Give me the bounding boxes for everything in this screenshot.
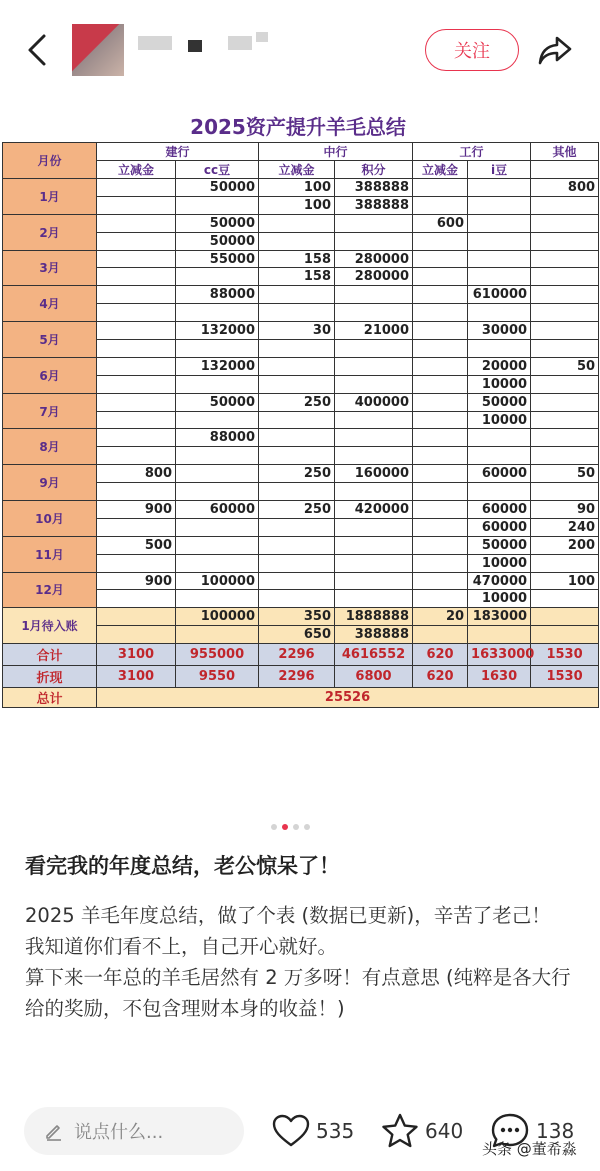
table-cell: 88000: [176, 286, 259, 304]
table-cell: [97, 304, 176, 322]
table-cell: [176, 447, 259, 465]
table-cell: 50: [531, 357, 599, 375]
table-cell: [335, 518, 413, 536]
table-cell: 50000: [176, 393, 259, 411]
carousel-dot[interactable]: [282, 824, 288, 830]
month-label: 9月: [3, 465, 97, 501]
table-row: [3, 501, 599, 519]
table-cell: 1888888: [335, 608, 413, 626]
table-cell: [413, 375, 468, 393]
table-cell: 158: [259, 268, 335, 286]
table-cell: [259, 411, 335, 429]
table-cell: 160000: [335, 465, 413, 483]
table-cell: 10000: [468, 554, 531, 572]
table-cell: [413, 572, 468, 590]
table-cell: [335, 429, 413, 447]
month-label: 8月: [3, 429, 97, 465]
table-cell: [335, 572, 413, 590]
table-cell: [335, 375, 413, 393]
table-row: [3, 357, 599, 375]
table-cell: 280000: [335, 268, 413, 286]
table-cell: [259, 554, 335, 572]
table-cell: [413, 465, 468, 483]
table-row: [3, 179, 599, 197]
table-cell: 50000: [468, 393, 531, 411]
table-cell: [531, 286, 599, 304]
table-cell: [97, 411, 176, 429]
like-button[interactable]: [272, 1108, 354, 1154]
table-cell: [97, 626, 176, 644]
table-cell: [468, 429, 531, 447]
table-cell: 900: [97, 572, 176, 590]
total-value: 25526: [97, 688, 599, 708]
table-cell: [176, 554, 259, 572]
month-header: 月份: [3, 143, 97, 179]
table-cell: 90: [531, 501, 599, 519]
table-cell: 2296: [259, 666, 335, 688]
table-cell: [97, 357, 176, 375]
table-cell: 4616552: [335, 644, 413, 666]
table-cell: [335, 340, 413, 358]
table-cell: [259, 375, 335, 393]
post-paragraph: 2025 羊毛年度总结，做了个表 (数据已更新)，辛苦了老己！: [25, 904, 551, 927]
table-cell: [259, 572, 335, 590]
table-cell: 350: [259, 608, 335, 626]
username-blurred: [256, 32, 268, 42]
bank-header: 工行: [413, 143, 531, 161]
username-blurred: [188, 40, 202, 52]
bank-header-row: [3, 143, 599, 161]
table-cell: [468, 232, 531, 250]
table-cell: 400000: [335, 393, 413, 411]
table-cell: [468, 304, 531, 322]
table-cell: [259, 214, 335, 232]
carousel-indicator: [271, 824, 310, 830]
table-cell: [531, 393, 599, 411]
comment-count: 138: [536, 1119, 575, 1143]
table-cell: [335, 447, 413, 465]
table-cell: [531, 554, 599, 572]
table-cell: [531, 232, 599, 250]
table-cell: 20000: [468, 357, 531, 375]
comment-placeholder: 说点什么...: [74, 1122, 164, 1143]
table-cell: [259, 483, 335, 501]
table-cell: [413, 411, 468, 429]
table-cell: 388888: [335, 179, 413, 197]
table-cell: 10000: [468, 590, 531, 608]
table-cell: [97, 375, 176, 393]
table-cell: [468, 250, 531, 268]
table-cell: [259, 286, 335, 304]
table-cell: 10000: [468, 411, 531, 429]
table-cell: 100000: [176, 608, 259, 626]
table-cell: [97, 608, 176, 626]
table-cell: [259, 536, 335, 554]
sheet-title: 2025资产提升羊毛总结: [190, 115, 406, 139]
table-cell: [413, 340, 468, 358]
table-cell: [335, 536, 413, 554]
table-cell: [413, 322, 468, 340]
avatar[interactable]: [72, 24, 124, 76]
like-count: 535: [316, 1119, 355, 1143]
table-cell: [413, 536, 468, 554]
table-cell: 280000: [335, 250, 413, 268]
table-cell: [97, 196, 176, 214]
table-cell: 60000: [468, 501, 531, 519]
table-cell: [413, 232, 468, 250]
table-cell: [413, 501, 468, 519]
star-icon: [381, 1113, 419, 1149]
table-cell: 250: [259, 501, 335, 519]
table-cell: [97, 286, 176, 304]
table-cell: 50000: [176, 214, 259, 232]
row-label: 折现: [3, 666, 97, 688]
table-cell: [531, 196, 599, 214]
month-label: 3月: [3, 250, 97, 286]
table-cell: 1630: [468, 666, 531, 688]
table-cell: [413, 393, 468, 411]
table-cell: 240: [531, 518, 599, 536]
summary-table: [2, 142, 599, 708]
table-cell: [176, 590, 259, 608]
table-cell: 420000: [335, 501, 413, 519]
username-blurred: [228, 36, 252, 50]
table-cell: [468, 483, 531, 501]
table-cell: [531, 411, 599, 429]
table-cell: 800: [531, 179, 599, 197]
post-paragraph: 算下来一年总的羊毛居然有 2 万多呀！有点意思 (纯粹是各大行给的奖励，不包含理财本身的收益！): [25, 966, 571, 1020]
table-cell: 100000: [176, 572, 259, 590]
pencil-icon: [44, 1121, 64, 1141]
top-bar: [0, 0, 600, 100]
table-cell: 88000: [176, 429, 259, 447]
table-cell: [531, 214, 599, 232]
table-cell: [259, 340, 335, 358]
table-cell: [531, 322, 599, 340]
table-cell: [259, 357, 335, 375]
table-cell: 9550: [176, 666, 259, 688]
table-cell: [176, 375, 259, 393]
table-row: [3, 250, 599, 268]
table-cell: 250: [259, 393, 335, 411]
table-cell: [335, 357, 413, 375]
carousel-dot[interactable]: [304, 824, 310, 830]
table-cell: [97, 322, 176, 340]
table-cell: [259, 447, 335, 465]
table-cell: 620: [413, 666, 468, 688]
table-cell: 132000: [176, 322, 259, 340]
table-cell: 158: [259, 250, 335, 268]
month-label: 10月: [3, 501, 97, 537]
table-cell: [259, 518, 335, 536]
table-cell: [335, 286, 413, 304]
table-cell: [97, 518, 176, 536]
row-label: 合计: [3, 644, 97, 666]
table-cell: [531, 608, 599, 626]
table-cell: 1530: [531, 644, 599, 666]
table-cell: [176, 411, 259, 429]
table-row: [3, 465, 599, 483]
table-cell: [531, 429, 599, 447]
username-blurred: [138, 36, 172, 50]
table-cell: [413, 196, 468, 214]
table-cell: 50000: [468, 536, 531, 554]
table-cell: [176, 465, 259, 483]
table-cell: [413, 250, 468, 268]
table-cell: [413, 357, 468, 375]
post-title: 看完我的年度总结，老公惊呆了！: [25, 854, 340, 878]
month-label: 2月: [3, 214, 97, 250]
post-body: [25, 900, 583, 1024]
table-cell: [531, 375, 599, 393]
table-cell: [176, 268, 259, 286]
bank-header: 中行: [259, 143, 413, 161]
month-label: 7月: [3, 393, 97, 429]
table-cell: 1530: [531, 666, 599, 688]
table-cell: [413, 268, 468, 286]
post-paragraph: 我知道你们看不上，自己开心就好。: [25, 935, 338, 958]
table-cell: 60000: [468, 465, 531, 483]
table-row: [3, 393, 599, 411]
column-subheader: cc豆: [176, 161, 259, 179]
table-cell: [97, 483, 176, 501]
table-cell: [176, 304, 259, 322]
table-cell: [97, 393, 176, 411]
table-cell: [335, 554, 413, 572]
table-cell: 470000: [468, 572, 531, 590]
table-cell: [259, 232, 335, 250]
table-cell: [531, 268, 599, 286]
table-cell: [97, 590, 176, 608]
table-cell: 100: [531, 572, 599, 590]
table-cell: [97, 447, 176, 465]
table-cell: [335, 232, 413, 250]
table-cell: [97, 214, 176, 232]
table-cell: [335, 483, 413, 501]
table-cell: 20: [413, 608, 468, 626]
table-cell: [413, 429, 468, 447]
table-cell: 610000: [468, 286, 531, 304]
table-cell: 3100: [97, 666, 176, 688]
table-cell: [413, 626, 468, 644]
table-cell: 10000: [468, 375, 531, 393]
table-cell: 620: [413, 644, 468, 666]
table-cell: [97, 250, 176, 268]
table-cell: 6800: [335, 666, 413, 688]
table-cell: [413, 179, 468, 197]
table-cell: [413, 554, 468, 572]
bank-header: 其他: [531, 143, 599, 161]
cash-row: [3, 666, 599, 688]
watermark: 头条 @董希淼: [482, 1140, 577, 1158]
table-row: [3, 572, 599, 590]
month-label: 1月待入账: [3, 608, 97, 644]
table-cell: [176, 536, 259, 554]
month-label: 11月: [3, 536, 97, 572]
table-cell: 650: [259, 626, 335, 644]
total-row: [3, 688, 599, 708]
table-cell: [413, 286, 468, 304]
table-row: [3, 608, 599, 626]
table-cell: [413, 304, 468, 322]
table-cell: [176, 196, 259, 214]
table-row: [3, 214, 599, 232]
favorite-count: 640: [425, 1119, 464, 1143]
table-cell: [176, 518, 259, 536]
table-cell: [531, 340, 599, 358]
column-subheader: [531, 161, 599, 179]
table-cell: 100: [259, 179, 335, 197]
column-subheader: i豆: [468, 161, 531, 179]
table-cell: 50: [531, 465, 599, 483]
table-cell: [97, 232, 176, 250]
column-subheader: 立减金: [413, 161, 468, 179]
table-cell: [97, 179, 176, 197]
table-cell: [335, 304, 413, 322]
table-cell: 250: [259, 465, 335, 483]
table-cell: [259, 429, 335, 447]
table-row: [3, 322, 599, 340]
table-cell: 900: [97, 501, 176, 519]
favorite-button[interactable]: [381, 1108, 463, 1154]
table-cell: [531, 304, 599, 322]
table-cell: [97, 429, 176, 447]
table-cell: [413, 518, 468, 536]
carousel-dot[interactable]: [293, 824, 299, 830]
bank-header: 建行: [97, 143, 259, 161]
table-cell: 3100: [97, 644, 176, 666]
table-cell: 60000: [468, 518, 531, 536]
back-icon[interactable]: [22, 32, 52, 68]
month-label: 5月: [3, 322, 97, 358]
month-label: 1月: [3, 179, 97, 215]
table-cell: [531, 447, 599, 465]
table-cell: [335, 590, 413, 608]
month-label: 6月: [3, 357, 97, 393]
table-cell: [468, 179, 531, 197]
table-cell: [259, 304, 335, 322]
column-subheader: 立减金: [259, 161, 335, 179]
column-subheader: 立减金: [97, 161, 176, 179]
table-cell: 1633000: [468, 644, 531, 666]
month-label: 12月: [3, 572, 97, 608]
table-cell: 800: [97, 465, 176, 483]
table-row: [3, 286, 599, 304]
column-subheader: 积分: [335, 161, 413, 179]
table-cell: [468, 214, 531, 232]
table-cell: [335, 411, 413, 429]
table-cell: 2296: [259, 644, 335, 666]
table-cell: 30000: [468, 322, 531, 340]
table-cell: [259, 590, 335, 608]
heart-icon: [272, 1114, 310, 1148]
table-cell: [97, 268, 176, 286]
table-row: [3, 536, 599, 554]
table-cell: [176, 340, 259, 358]
table-cell: 955000: [176, 644, 259, 666]
table-cell: 388888: [335, 626, 413, 644]
table-cell: [413, 447, 468, 465]
table-cell: [468, 447, 531, 465]
table-cell: 100: [259, 196, 335, 214]
table-cell: 30: [259, 322, 335, 340]
carousel-dot[interactable]: [271, 824, 277, 830]
table-cell: [468, 340, 531, 358]
table-cell: 50000: [176, 179, 259, 197]
table-cell: [531, 626, 599, 644]
table-cell: 55000: [176, 250, 259, 268]
table-cell: [413, 483, 468, 501]
table-cell: [468, 268, 531, 286]
table-cell: 388888: [335, 196, 413, 214]
table-cell: 200: [531, 536, 599, 554]
table-cell: [335, 214, 413, 232]
table-cell: 50000: [176, 232, 259, 250]
comment-input[interactable]: [24, 1107, 244, 1155]
sum-row: [3, 644, 599, 666]
table-cell: [531, 250, 599, 268]
follow-button[interactable]: 关注: [425, 29, 519, 71]
table-cell: [97, 340, 176, 358]
table-cell: 60000: [176, 501, 259, 519]
row-label: 总计: [3, 688, 97, 708]
share-icon[interactable]: [537, 34, 573, 66]
table-cell: 600: [413, 214, 468, 232]
table-cell: [176, 483, 259, 501]
table-cell: [531, 590, 599, 608]
table-cell: [97, 554, 176, 572]
table-cell: [468, 196, 531, 214]
table-cell: 183000: [468, 608, 531, 626]
table-row: [3, 429, 599, 447]
month-label: 4月: [3, 286, 97, 322]
table-cell: [531, 483, 599, 501]
table-cell: 21000: [335, 322, 413, 340]
table-cell: [468, 626, 531, 644]
table-cell: [413, 590, 468, 608]
table-cell: 500: [97, 536, 176, 554]
table-cell: [176, 626, 259, 644]
table-cell: 132000: [176, 357, 259, 375]
